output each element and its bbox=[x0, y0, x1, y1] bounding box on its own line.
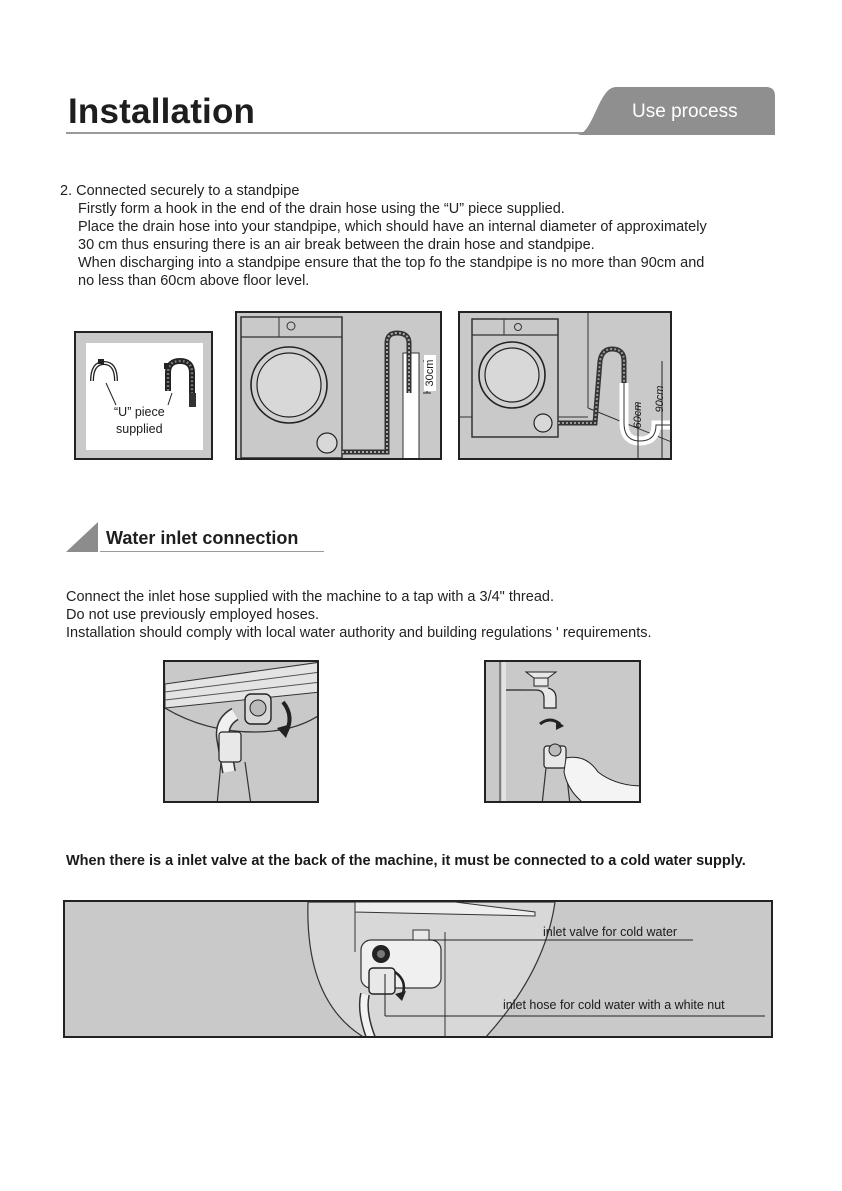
inlet-hose-tap-illustration bbox=[486, 662, 641, 803]
measure-60cm-label: 60cm bbox=[632, 401, 644, 429]
paragraph-line: Do not use previously employed hoses. bbox=[66, 607, 320, 623]
standpipe-figure bbox=[235, 311, 442, 460]
section-heading-triangle bbox=[66, 522, 98, 552]
u-piece-figure bbox=[74, 331, 213, 460]
paragraph-line: 30 cm thus ensuring there is an air break between the drain hose and standpipe. bbox=[78, 237, 595, 253]
measure-30cm-label: 30cm bbox=[424, 355, 436, 391]
inlet-valve-illustration bbox=[65, 902, 773, 1038]
paragraph-line: Place the drain hose into your standpipe, which should have an internal diameter of approximately bbox=[78, 219, 707, 235]
u-piece-label: “U” piece bbox=[114, 405, 165, 419]
u-piece-label: supplied bbox=[116, 422, 163, 436]
inlet-hose-machine-figure bbox=[163, 660, 319, 803]
page-title: Installation bbox=[68, 92, 256, 131]
paragraph-line: Installation should comply with local water authority and building regulations ' requirements. bbox=[66, 625, 652, 641]
inlet-valve-figure bbox=[63, 900, 773, 1038]
section-tab-label: Use process bbox=[632, 101, 738, 122]
callout-inlet-valve: inlet valve for cold water bbox=[543, 925, 678, 939]
u-piece-illustration bbox=[76, 333, 213, 460]
measure-90cm-label: 90cm bbox=[654, 385, 666, 413]
section-heading-rule bbox=[100, 551, 324, 552]
callout-inlet-hose: inlet hose for cold water with a white nut bbox=[503, 998, 725, 1012]
cold-water-warning: When there is a inlet valve at the back of the machine, it must be connected to a cold water supply. bbox=[66, 853, 746, 869]
section-heading: Water inlet connection bbox=[106, 528, 299, 548]
title-divider bbox=[66, 132, 626, 134]
washing-machine-standpipe-illustration bbox=[237, 313, 442, 460]
paragraph-line: Connect the inlet hose supplied with the machine to a tap with a 3/4" thread. bbox=[66, 589, 554, 605]
inlet-hose-tap-figure bbox=[484, 660, 641, 803]
paragraph-line: Firstly form a hook in the end of the drain hose using the “U” piece supplied. bbox=[78, 201, 565, 217]
floor-standpipe-figure bbox=[458, 311, 672, 460]
inlet-hose-machine-illustration bbox=[165, 662, 319, 803]
paragraph-line: no less than 60cm above floor level. bbox=[78, 273, 310, 289]
paragraph-line: When discharging into a standpipe ensure that the top fo the standpipe is no more than 90cm and bbox=[78, 255, 705, 271]
step-heading: 2. Connected securely to a standpipe bbox=[60, 183, 300, 199]
washing-machine-floor-standpipe-illustration bbox=[460, 313, 672, 460]
